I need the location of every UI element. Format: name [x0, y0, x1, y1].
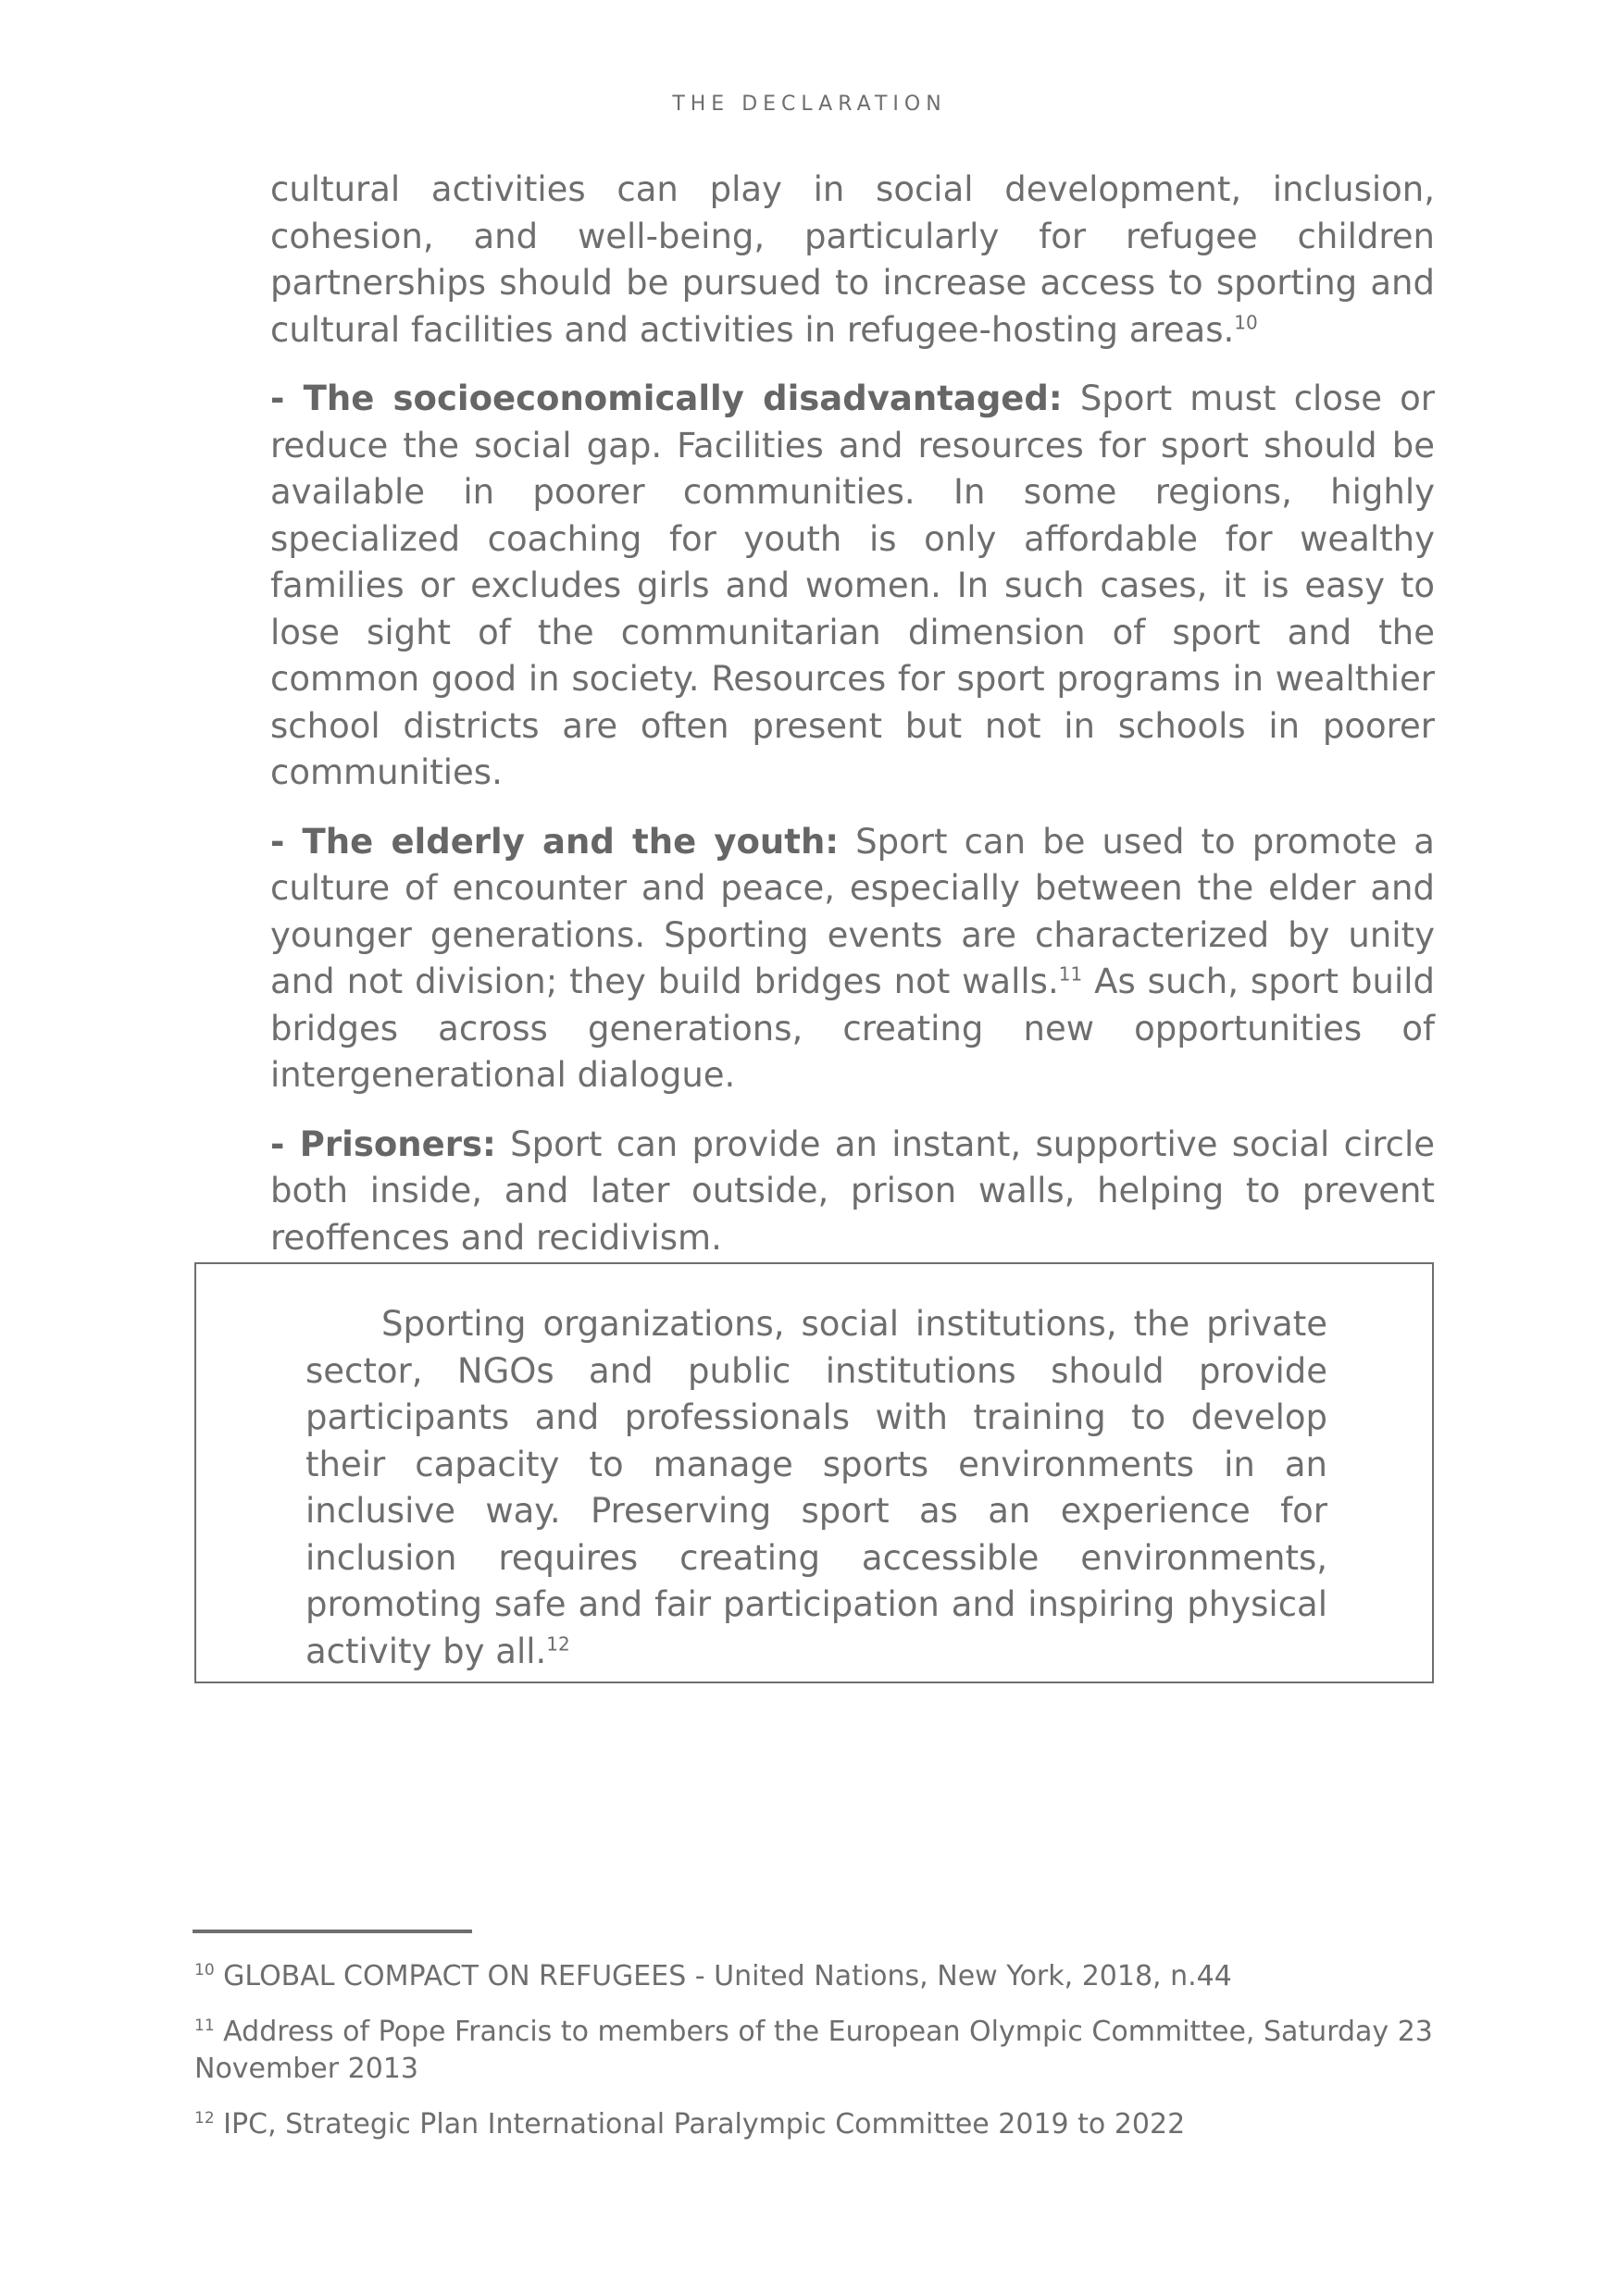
callout-body: Sporting organizations, social institutions, the private sector, NGOs and public institutions should provide participants and professionals with training to develop their capacity to manage sports environments in an inclusive way. Preserving sport as an experience for inclusion requires creating accessible environments, promoting safe and fair participation and inspiring physical activity by all.: [305, 1304, 1327, 1671]
footnote-number: 10: [194, 1961, 215, 1980]
footnote-divider: [193, 1930, 472, 1933]
paragraph-text: cultural activities can play in social development, inclusion, cohesion, and well-being, particularly for refugee children partnerships should be pursued to increase access to sporting and cultural facilities and activities in refugee-hosting areas.: [270, 169, 1435, 350]
paragraph-text: As such, sport build bridges across generations, creating new opportunities of intergenerational dialogue.: [270, 962, 1435, 1095]
paragraph-text: Sport can be used to promote a culture of encounter and peace, especially between the elder and younger generations. Sporting events are characterized by unity and not division; they build bridges not walls.: [270, 821, 1435, 1001]
paragraph-lead: - Prisoners:: [270, 1123, 496, 1164]
paragraph-lead: - The elderly and the youth:: [270, 821, 840, 862]
footnote-number: 11: [194, 2017, 215, 2035]
paragraph-continuation: [270, 167, 1435, 354]
callout-box: [194, 1262, 1434, 1683]
paragraph-socioeconomically-disadvantaged: [270, 376, 1435, 797]
footnote-number: 12: [194, 2109, 215, 2128]
paragraph-prisoners: [270, 1122, 1435, 1262]
paragraph-elderly-and-youth: [270, 819, 1435, 1099]
footnote-text: Address of Pope Francis to members of the European Olympic Committee, Saturday 23 November 2013: [194, 2016, 1433, 2085]
body-text: [270, 167, 1435, 1284]
footnote-12: [194, 2106, 1435, 2143]
paragraph-text: Sport must close or reduce the social gap. Facilities and resources for sport should be available in poorer communities. In some regions, highly specialized coaching for youth is only affordable for wealthy families or excludes girls and women. In such cases, it is easy to lose sight of the communitarian dimension of sport and the common good in society. Resources for sport programs in wealthier school districts are often present but not in schools in poorer communities.: [270, 379, 1435, 792]
running-header: THE DECLARATION: [672, 93, 947, 116]
footnote-ref[interactable]: 10: [1234, 311, 1258, 334]
footnote-ref[interactable]: 12: [546, 1632, 570, 1656]
footnote-text: GLOBAL COMPACT ON REFUGEES - United Nations, New York, 2018, n.44: [214, 1960, 1232, 1992]
callout-text: [305, 1301, 1327, 1675]
paragraph-text: Sport can provide an instant, supportive social circle both inside, and later outside, prison walls, helping to prevent reoffences and recidivism.: [270, 1123, 1435, 1258]
footnote-text: IPC, Strategic Plan International Paralympic Committee 2019 to 2022: [214, 2108, 1186, 2141]
footnote-10: [194, 1958, 1435, 1995]
footnotes: [194, 1958, 1435, 2162]
footnote-11: [194, 2014, 1435, 2088]
paragraph-lead: - The socioeconomically disadvantaged:: [270, 379, 1063, 418]
footnote-ref[interactable]: 11: [1058, 962, 1083, 986]
